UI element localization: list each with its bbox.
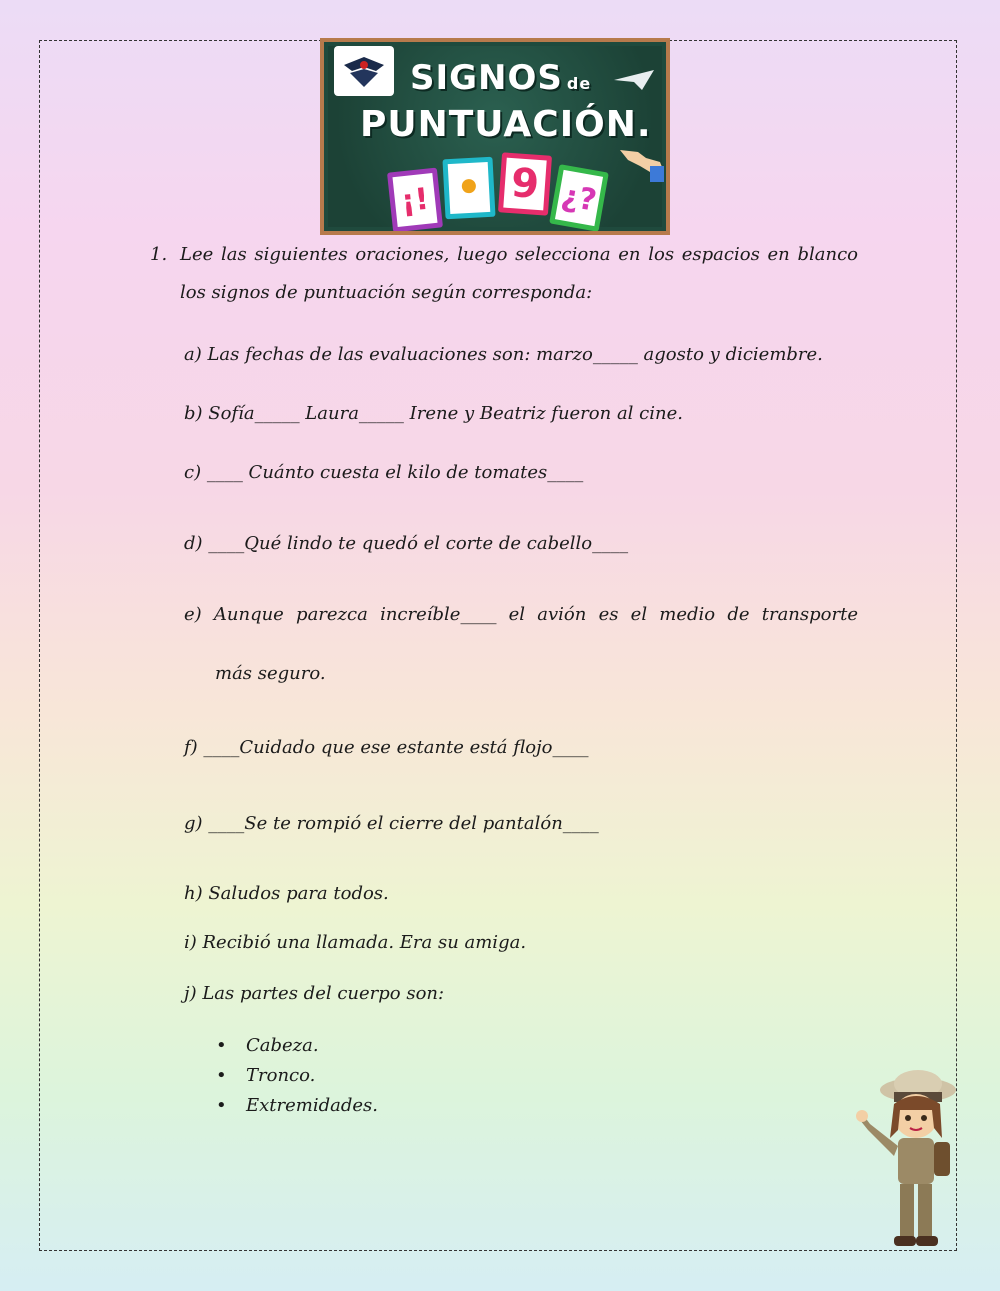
question-card: ¿? <box>549 164 609 232</box>
bullet-item: • Cabeza. <box>246 1035 319 1056</box>
item-e-line2: más seguro. <box>215 663 326 684</box>
item-b: b) Sofía_____ Laura_____ Irene y Beatriz fueron al cine. <box>184 403 683 424</box>
bullet-item: • Extremidades. <box>246 1095 378 1116</box>
item-d: d) ____Qué lindo te quedó el corte de cabello____ <box>184 533 629 554</box>
bullet-item: • Tronco. <box>246 1065 315 1086</box>
item-f: f) ____Cuidado que ese estante está flojo____ <box>184 737 589 758</box>
instruction-line1: Lee las siguientes oraciones, luego selecciona en los espacios en blanco <box>180 244 858 265</box>
item-g: g) ____Se te rompió el cierre del pantalón____ <box>184 813 599 834</box>
banner-title-line2: PUNTUACIÓN. <box>360 104 652 145</box>
explorer-girl-illustration <box>850 1068 965 1250</box>
item-h: h) Saludos para todos. <box>184 883 389 904</box>
instruction-line2: los signos de puntuación según corresponda: <box>180 282 593 303</box>
comma-card: 9 <box>498 152 552 215</box>
exclamation-card: ¡! <box>387 168 443 233</box>
period-card: • <box>442 157 495 220</box>
item-j: j) Las partes del cuerpo son: <box>184 983 445 1004</box>
item-i: i) Recibió una llamada. Era su amiga. <box>184 932 527 953</box>
banner-title-line1: SIGNOS de <box>410 58 592 98</box>
item-a: a) Las fechas de las evaluaciones son: marzo_____ agosto y diciembre. <box>184 344 823 365</box>
instruction-number: 1. <box>150 244 168 265</box>
item-e-line1: e) Aunque parezca increíble____ el avión es el medio de transporte <box>184 604 858 625</box>
item-c: c) ____ Cuánto cuesta el kilo de tomates____ <box>184 462 584 483</box>
